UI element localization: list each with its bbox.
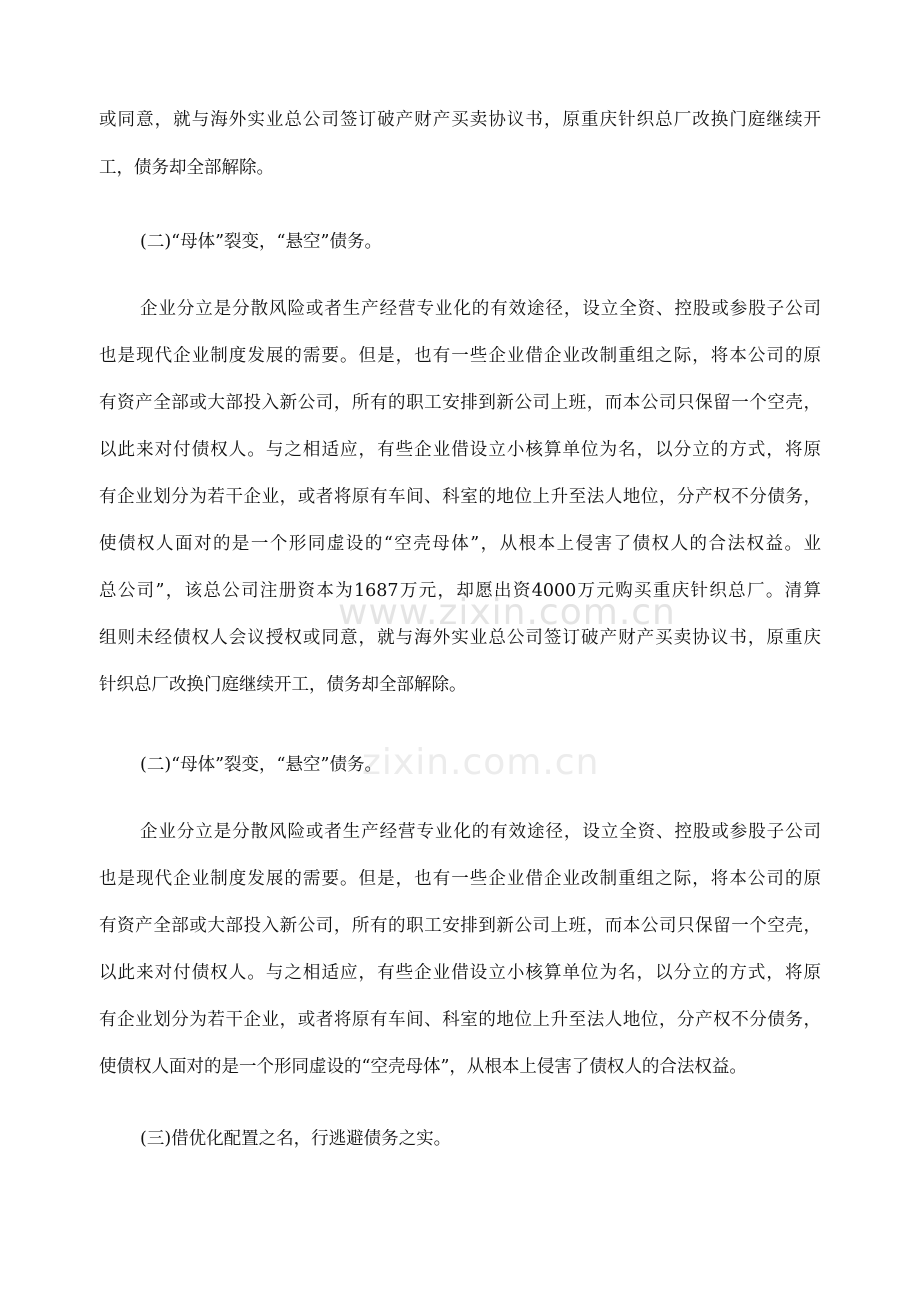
section-heading: (二)“母体”裂变，“悬空”债务。 [140, 755, 382, 775]
text-line: 组则未经债权人会议授权或同意，就与海外实业总公司签订破产财产买卖协议书，原重庆 [99, 628, 821, 648]
text-line: 也是现代企业制度发展的需要。但是，也有一些企业借企业改制重组之际，将本公司的原 [99, 869, 821, 889]
text-line: 也是现代企业制度发展的需要。但是，也有一些企业借企业改制重组之际，将本公司的原 [99, 346, 821, 366]
text-line: 有资产全部或大部投入新公司，所有的职工安排到新公司上班，而本公司只保留一个空壳， [99, 393, 821, 413]
text-line: 企业分立是分散风险或者生产经营专业化的有效途径，设立全资、控股或参股子公司 [140, 822, 821, 842]
section-heading: (二)“母体”裂变，“悬空”债务。 [140, 232, 382, 252]
section-heading: (三)借优化配置之名，行逃避债务之实。 [140, 1129, 452, 1149]
text-line: 总公司”，该总公司注册资本为1687万元，却愿出资4000万元购买重庆针织总厂。清算 [99, 581, 821, 601]
text-line: 企业分立是分散风险或者生产经营专业化的有效途径，设立全资、控股或参股子公司 [140, 299, 821, 319]
text-line: 以此来对付债权人。与之相适应，有些企业借设立小核算单位为名，以分立的方式，将原 [99, 440, 821, 460]
text-line: 以此来对付债权人。与之相适应，有些企业借设立小核算单位为名，以分立的方式，将原 [99, 963, 821, 983]
text-line: 使债权人面对的是一个形同虚设的“空壳母体”，从根本上侵害了债权人的合法权益。 [99, 1057, 747, 1077]
text-line: 使债权人面对的是一个形同虚设的“空壳母体”，从根本上侵害了债权人的合法权益。业 [99, 534, 821, 554]
text-line: 有企业划分为若干企业，或者将原有车间、科室的地位上升至法人地位，分产权不分债务， [99, 1010, 821, 1030]
watermark: www.zixin.com.cn [338, 592, 676, 633]
text-line: 有资产全部或大部投入新公司，所有的职工安排到新公司上班，而本公司只保留一个空壳， [99, 916, 821, 936]
text-line: 工，债务却全部解除。 [99, 158, 274, 178]
text-line: 针织总厂改换门庭继续开工，债务却全部解除。 [99, 675, 467, 695]
watermark: zixin.com.cn [362, 742, 600, 783]
text-line: 或同意，就与海外实业总公司签订破产财产买卖协议书，原重庆针织总厂改换门庭继续开 [99, 110, 821, 130]
text-line: 有企业划分为若干企业，或者将原有车间、科室的地位上升至法人地位，分产权不分债务， [99, 487, 821, 507]
